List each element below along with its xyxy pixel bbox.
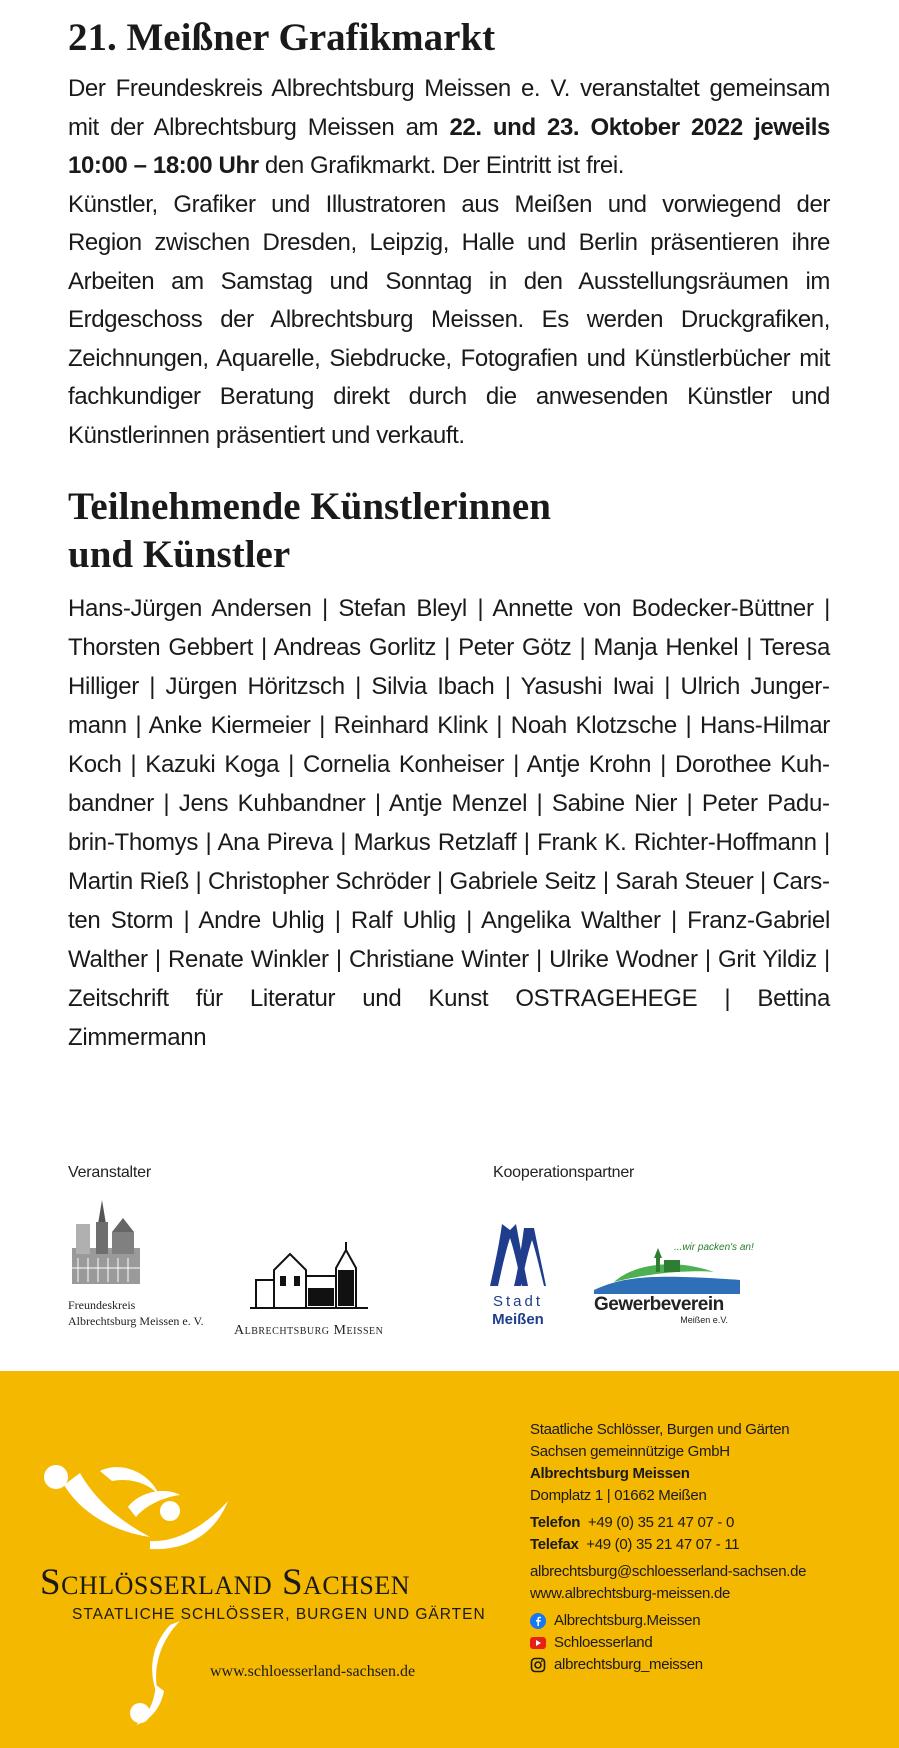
partners-section: [0, 1160, 899, 1360]
brand-url[interactable]: www.schloesserland-sachsen.de: [210, 1663, 416, 1680]
fax-row: [530, 1534, 870, 1556]
event-title: 21. Meißner Grafikmarkt: [68, 16, 496, 59]
facebook-icon: [530, 1613, 546, 1629]
fax-number: +49 (0) 35 21 47 07 - 11: [586, 1536, 740, 1553]
event-date-time: 22. und 23. Oktober 2022 jeweils 10:00 – 18:00 Uhr: [68, 113, 830, 179]
stadt-meissen-logo: [484, 1222, 552, 1329]
facebook-row[interactable]: [530, 1610, 870, 1632]
website-link[interactable]: www.albrechtsburg-meissen.de: [530, 1585, 731, 1602]
phone-label: Telefon: [530, 1514, 581, 1531]
brand-title: Schlösserland Sachsen: [40, 1562, 411, 1603]
schloesserland-ornament-lower-icon: [120, 1621, 210, 1731]
instagram-handle[interactable]: albrechtsburg_meissen: [554, 1656, 703, 1673]
albrechtsburg-caption: Albrechtsburg Meissen: [234, 1323, 384, 1338]
artists-list: Hans-Jürgen Andersen | Stefan Bleyl | Annette von Bodecker-Büttner | Thorsten Gebbert | Andreas Gorlitz | Peter Götz | Manja Henkel | Teresa Hilliger | Jürgen Höritzsch | Silvia Ibach | Yasushi Iwai | Ulrich Jungermann | Anke Kiermeier | Reinhard Klink | Noah Klotzsche | Hans-Hilmar Koch | Kazuki Koga | Cornelia Konheiser | Antje Krohn | Dorothee Kuhbandner | Jens Kuhbandner | Antje Menzel | Sabine Nier | Peter Padubrin-Thomys | Ana Pireva | Markus Retzlaff | Frank K. Richter-Hoffmann | Martin Rieß | Christopher Schröder | Gabriele Seitz | Sarah Steuer | Carsten Storm | Andre Uhlig | Ralf Uhlig | Angelika Walther | Franz-Gabriel Walther | Renate Winkler | Christiane Winter | Ulrike Wodner | Grit Yildiz | Zeitschrift für Literatur und Kunst OSTRAGEHEGE | Bettina Zimmermann: [68, 595, 830, 1051]
freundeskreis-caption-1: Freundeskreis: [68, 1298, 136, 1312]
freundeskreis-logo: [68, 1198, 204, 1329]
meissen-crossed-swords-icon: [490, 1222, 546, 1288]
contact-block: [530, 1419, 870, 1676]
gewerbeverein-logo: [594, 1242, 754, 1326]
phone-row: [530, 1512, 870, 1534]
intro-text-1: Der Freundeskreis Albrechtsburg Meissen e. V. veranstaltet gemeinsam mit der Albrechtsburg Meissen am: [68, 75, 830, 141]
event-description: Künstler, Grafiker und Illustratoren aus Meißen und vorwiegend der Region zwischen Dresden, Leipzig, Halle und Berlin präsentieren ihre Arbeiten am Samstag und Sonntag in den Ausstellungsräumen im Erdgeschoss der Albrechtsburg Meissen. Es werden Druckgrafiken, Zeichnungen, Aquarelle, Siebdrucke, Fotografien und Künstlerbücher mit fachkundiger Beratung direkt durch die anwesenden Künstler und Künstlerinnen präsentiert und verkauft.: [68, 190, 830, 449]
meissen-label: Meißen: [492, 1311, 544, 1328]
stadt-label: Stadt: [492, 1293, 544, 1310]
cooperation-label: Kooperationspartner: [493, 1164, 635, 1181]
phone-number[interactable]: +49 (0) 35 21 47 07 - 0: [587, 1514, 735, 1531]
youtube-handle[interactable]: Schloesserland: [554, 1634, 653, 1651]
org-line-1: Staatliche Schlösser, Burgen und Gärten: [530, 1421, 790, 1438]
schloesserland-ornament-icon: [40, 1451, 240, 1571]
address: Domplatz 1 | 01662 Meißen: [530, 1487, 707, 1504]
gewerbe-slogan: ...wir packen's an!: [674, 1242, 754, 1253]
albrechtsburg-logo: [234, 1240, 390, 1339]
albrechtsburg-engraving-icon: [68, 1198, 144, 1286]
venue-name: Albrechtsburg Meissen: [530, 1465, 690, 1482]
fax-label: Telefax: [530, 1536, 579, 1553]
gewerbe-sub: Meißen e.V.: [680, 1315, 728, 1325]
event-intro: [68, 70, 830, 186]
artists-heading-line2: und Künstler: [68, 533, 291, 576]
instagram-icon: [530, 1657, 546, 1673]
artists-heading: [68, 483, 830, 579]
intro-text-2: den Grafikmarkt. Der Eintritt ist frei.: [258, 152, 625, 179]
gewerbe-name: Gewerbeverein: [594, 1294, 724, 1315]
castle-icon: [234, 1240, 390, 1316]
schloesserland-brand: [40, 1561, 486, 1624]
freundeskreis-caption-2: Albrechtsburg Meissen e. V.: [68, 1314, 204, 1328]
main-content: [68, 0, 830, 1057]
facebook-handle[interactable]: Albrechtsburg.Meissen: [554, 1612, 701, 1629]
footer: [0, 1371, 899, 1748]
instagram-row[interactable]: [530, 1654, 870, 1676]
youtube-icon: [530, 1637, 546, 1649]
artists-heading-line1: Teilnehmende Künstlerinnen: [68, 485, 551, 528]
brand-subtitle: STAATLICHE SCHLÖSSER, BURGEN UND GÄRTEN: [72, 1606, 486, 1623]
org-line-2: Sachsen gemeinnützige GmbH: [530, 1443, 730, 1460]
youtube-row[interactable]: [530, 1632, 870, 1654]
gewerbeverein-landscape-icon: [594, 1246, 740, 1294]
email-link[interactable]: albrechtsburg@schloesserland-sachsen.de: [530, 1563, 807, 1580]
organizer-label: Veranstalter: [68, 1164, 151, 1181]
